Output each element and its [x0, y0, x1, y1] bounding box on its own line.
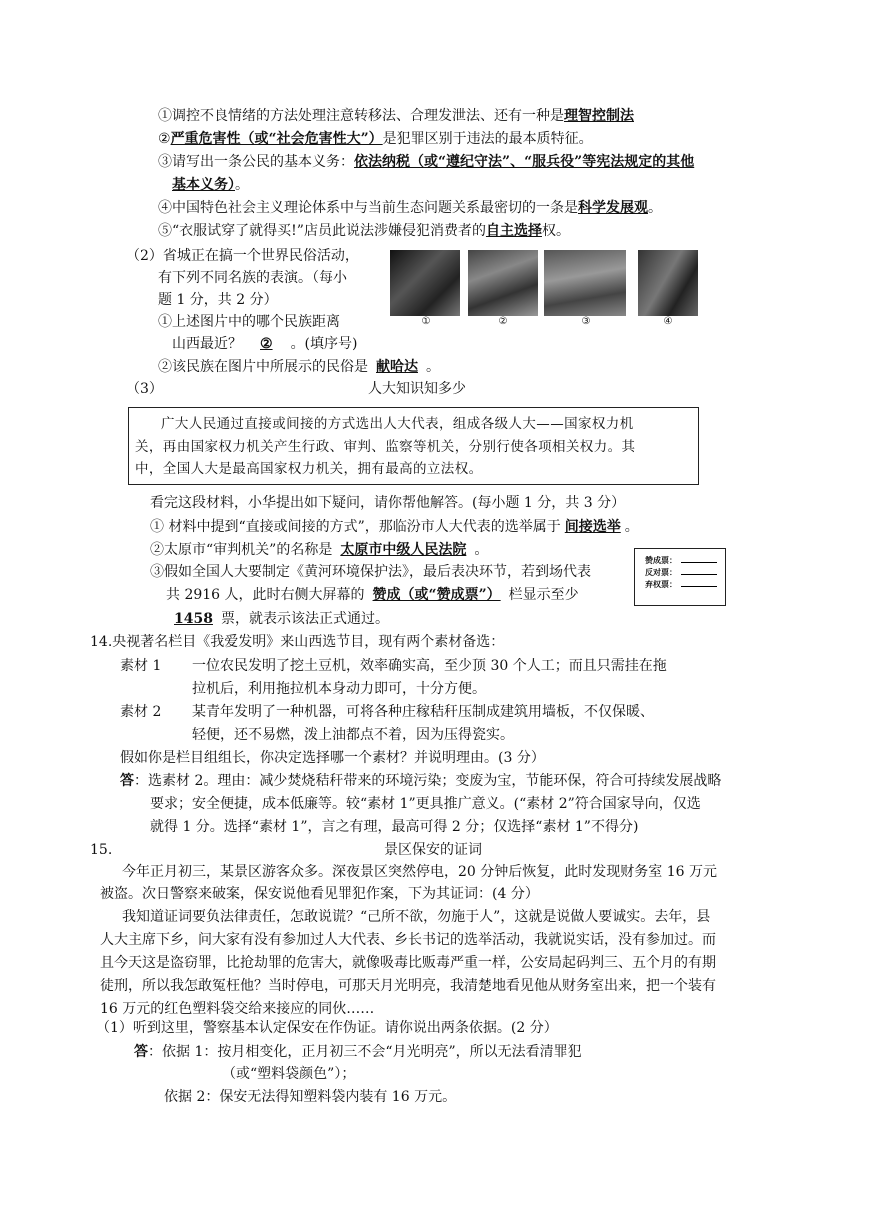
answer-4: 科学发展观: [578, 200, 648, 216]
p3-line-6: 1458 票，就表示该法正式通过。: [174, 611, 389, 627]
p2-line-4: ①上述图片中的哪个民族距离: [158, 314, 340, 330]
q14-m1-b: 拉机后，利用拖拉机本身动力即可，十分方便。: [192, 681, 486, 697]
q15-p2-c: 且今天这是盗窃罪，比抢劫罪的危害大，就像吸毒比贩毒严重一样，公安局起码判三、五个月的有期: [100, 955, 716, 971]
p3-line-4: ③假如全国人大要制定《黄河环境保护法》，最后表决环节，若到场代表: [150, 564, 591, 580]
answer-1: 理智控制法: [564, 108, 634, 124]
p3-line-3: ②太原市“审判机关”的名称是 太原市中级人民法院 。: [150, 542, 489, 558]
q13-line-5: ⑤“衣服试穿了就得买!”店员此说法涉嫌侵犯消费者的自主选择权。: [158, 223, 570, 239]
q14-ans-2: 要求；安全便捷，成本低廉等。较“素材 1”更具推广意义。(“素材 2”符合国家导向，仅选: [150, 796, 701, 812]
q14-ans-3: 就得 1 分。选择“素材 1”，言之有理，最高可得 2 分；仅选择“素材 1”不得分): [150, 819, 639, 835]
q15-p2-b: 人大主席下乡，问大家有没有参加过人大代表、乡长书记的选举活动，我就说实话，没有参加过。而: [100, 932, 716, 948]
p2-line-5: 山西最近？ ② 。(填序号): [172, 336, 358, 352]
p3-line-1: 看完这段材料，小华提出如下疑问，请你帮他解答。(每小题 1 分，共 3 分）: [150, 495, 626, 511]
q15-ans-2: 依据 2：保安无法得知塑料袋内装有 16 万元。: [164, 1089, 457, 1105]
answer-3: 依法纳税（或“遵纪守法”、“服兵役”等宪法规定的其他: [354, 154, 695, 170]
photo-label-3: ③: [581, 316, 591, 327]
q15-ans-1b: （或“塑料袋颜色”）；: [222, 1066, 356, 1082]
folk-photo-4: [638, 250, 698, 316]
q14-line-1: 14.央视著名栏目《我爱发明》来山西选节目，现有两个素材备选：: [90, 634, 505, 650]
vote-screen: 赞成票： 反对票： 弃权票：: [634, 548, 726, 606]
q14-ans-1: 答：选素材 2。理由：减少焚烧秸秆带来的环境污染；变废为宝，节能环保，符合可持续发展战略: [120, 773, 722, 789]
box-line-2: 关，再由国家权力机关产生行政、审判、监察等机关，分别行使各项相关权力。其: [135, 439, 636, 455]
p2-line-2: 有下列不同名族的表演。（每小: [158, 270, 347, 286]
q15-p2-e: 16 万元的红色塑料袋交给来接应的同伙……: [100, 1001, 375, 1017]
box-line-3: 中，全国人大是最高国家权力机关，拥有最高的立法权。: [135, 461, 483, 477]
q14-m2-a: 某青年发明了一种机器，可将各种庄稼秸秆压制成建筑用墙板，不仅保暖、: [192, 704, 654, 720]
material-box: [128, 407, 699, 485]
p2-line-6: ②该民族在图片中所展示的民俗是 献哈达 。: [158, 359, 440, 375]
q14-m1-a: 一位农民发明了挖土豆机，效率确实高，至少顶 30 个人工；而且只需挂在拖: [192, 658, 667, 674]
answer-2: 严重危害性（或“社会危害性大”）: [170, 131, 383, 147]
q15-p2-d: 徒刑，所以我怎敢冤枉他？当时停电，可那天月光明亮，我清楚地看见他从财务室出来，把一个装有: [100, 978, 716, 994]
folk-photos: [388, 250, 702, 330]
p3-line-5: 共 2916 人，此时右侧大屏幕的 赞成（或“赞成票”） 栏显示至少: [166, 587, 579, 603]
q13-line-2: ②严重危害性（或“社会危害性大”）是犯罪区别于违法的最本质特征。: [158, 131, 593, 147]
p3-num: （3）: [126, 381, 163, 397]
photo-label-1: ①: [421, 316, 431, 327]
folk-photo-2: [468, 250, 538, 316]
q15-ans-1: 答：依据 1：按月相变化，正月初三不会“月光明亮”，所以无法看清罪犯: [134, 1044, 582, 1060]
q15-num: 15.: [90, 842, 113, 858]
q13-line-1: ①调控不良情绪的方法处理注意转移法、合理发泄法、还有一种是理智控制法: [158, 108, 634, 124]
q15-title: 景区保安的证词: [384, 842, 482, 858]
folk-photo-3: [544, 250, 626, 316]
q13-line-3: ③请写出一条公民的基本义务：依法纳税（或“遵纪守法”、“服兵役”等宪法规定的其他: [158, 154, 695, 170]
q13-line-4: ④中国特色社会主义理论体系中与当前生态问题关系最密切的一条是科学发展观。: [158, 200, 662, 216]
q15-p1-b: 被盗。次日警察来破案，保安说他看见罪犯作案，下为其证词：(4 分）: [100, 886, 539, 902]
p2-line-1: （2）省城正在搞一个世界民俗活动，: [126, 248, 359, 264]
q13-line-3b: 基本义务）。: [172, 177, 249, 193]
q15-sub-1: （1）听到这里，警察基本认定保安在作伪证。请你说出两条依据。(2 分）: [96, 1020, 558, 1036]
box-line-1: 广大人民通过直接或间接的方式选出人大代表，组成各级人大——国家权力机: [161, 416, 634, 432]
folk-photo-1: [390, 250, 460, 316]
answer-5: 自主选择: [485, 223, 542, 239]
q14-m1-label: 素材 1: [120, 658, 162, 674]
p3-title: 人大知识知多少: [368, 381, 466, 397]
q14-m2-label: 素材 2: [120, 704, 162, 720]
q15-p2-a: 我知道证词要负法律责任，怎敢说谎？“己所不欲，勿施于人”，这就是说做人要诚实。去年，县: [122, 909, 711, 925]
q15-p1-a: 今年正月初三，某景区游客众多。深夜景区突然停电，20 分钟后恢复，此时发现财务室 16 万元: [122, 864, 717, 880]
q14-m2-b: 轻便，还不易燃，泼上油都点不着，因为压得瓷实。: [192, 727, 514, 743]
photo-label-2: ②: [498, 316, 508, 327]
q14-ask: 假如你是栏目组组长，你决定选择哪一个素材？并说明理由。(3 分）: [120, 750, 545, 766]
photo-label-4: ④: [663, 316, 673, 327]
p3-line-2: ① 材料中提到“直接或间接的方式”，那临汾市人大代表的选举属于 间接选举 。: [150, 519, 639, 535]
p2-line-3: 题 1 分，共 2 分）: [158, 292, 278, 308]
